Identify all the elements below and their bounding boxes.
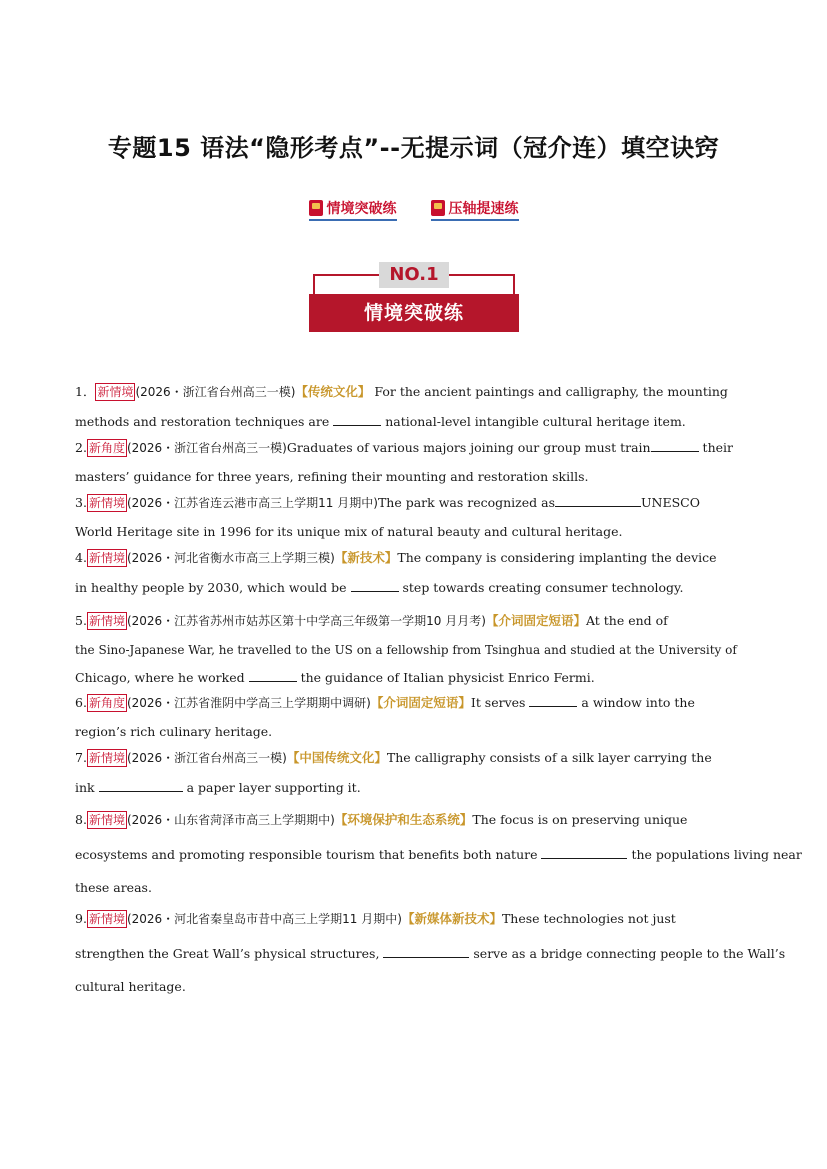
question-text: the guidance of Italian physicist Enrico Fermi.	[296, 670, 595, 685]
nav-link-final-practice[interactable]	[431, 198, 519, 221]
question-tag: 新情境	[88, 614, 125, 628]
question-source: (2026・江苏省淮阴中学高三上学期期中调研)	[126, 696, 371, 710]
answer-blank[interactable]	[249, 669, 297, 682]
question-tag: 新情境	[88, 751, 125, 765]
question-text: ecosystems and promoting responsible tourism that benefits both nature	[75, 847, 542, 862]
question-text: Chicago, where he worked	[75, 670, 249, 685]
answer-blank[interactable]	[333, 413, 381, 426]
question-item	[75, 910, 786, 995]
question-text: the populations living near	[627, 847, 802, 862]
topic-tag: 【新技术】	[334, 550, 398, 565]
question-text: It serves	[470, 695, 530, 710]
question-number: 1．	[75, 384, 96, 399]
question-source: (2026・河北省衡水市高三上学期三模)	[126, 551, 335, 565]
answer-blank[interactable]	[383, 945, 469, 958]
question-tag: 新情境	[88, 496, 125, 510]
question-text: the Sino-Japanese War, he travelled to the US on a fellowship from Tsinghua and studied at the University of	[75, 643, 737, 657]
question-text: in healthy people by 2030, which would be	[75, 580, 351, 595]
question-tag: 新角度	[88, 441, 125, 455]
question-text: For the ancient paintings and calligraphy, the mounting	[370, 384, 728, 399]
answer-blank[interactable]	[99, 779, 183, 792]
question-text: The calligraphy consists of a silk layer carrying the	[386, 750, 712, 765]
question-item	[75, 811, 802, 896]
nav-link-scenario-practice[interactable]	[309, 198, 397, 221]
question-text: ink	[75, 780, 99, 795]
question-number: 7.	[75, 750, 87, 765]
question-tag: 新情境	[88, 813, 125, 827]
question-text: The company is considering implanting the device	[397, 550, 717, 565]
question-number: 9.	[75, 911, 87, 926]
flag-icon	[431, 200, 445, 216]
question-tag: 新情境	[88, 912, 125, 926]
question-number: 4.	[75, 550, 87, 565]
question-number: 2.	[75, 440, 87, 455]
question-number: 5.	[75, 613, 87, 628]
section-nav	[0, 198, 827, 221]
question-number: 6.	[75, 695, 87, 710]
question-source: (2026・山东省菏泽市高三上学期期中)	[126, 813, 335, 827]
question-text: strengthen the Great Wall’s physical structures,	[75, 946, 384, 961]
question-item	[75, 549, 752, 596]
question-text: masters’ guidance for three years, refining their mounting and restoration skills.	[75, 469, 589, 484]
question-number: 8.	[75, 812, 87, 827]
question-tag: 新情境	[97, 385, 134, 399]
topic-tag: 【中国传统文化】	[286, 750, 387, 765]
question-source: (2026・浙江省台州高三一模)	[135, 385, 296, 399]
question-text: The focus is on preserving unique	[472, 812, 688, 827]
question-number: 3.	[75, 495, 87, 510]
flag-icon	[309, 200, 323, 216]
question-text: step towards creating consumer technology.	[398, 580, 684, 595]
question-source: (2026・河北省秦皇岛市昔中高三上学期11 月期中)	[126, 912, 402, 926]
question-text: World Heritage site in 1996 for its unique mix of natural beauty and cultural heritage.	[75, 524, 623, 539]
topic-tag: 【传统文化】	[295, 384, 371, 399]
question-text: a paper layer supporting it.	[182, 780, 361, 795]
question-text: methods and restoration techniques are	[75, 414, 334, 429]
answer-blank[interactable]	[351, 579, 399, 592]
nav-link-label: 压轴提速练	[448, 201, 519, 217]
question-item	[75, 383, 752, 430]
question-text: UNESCO	[641, 495, 700, 510]
topic-tag: 【介词固定短语】	[485, 613, 586, 628]
question-tag: 新情境	[88, 551, 125, 565]
question-text: cultural heritage.	[75, 979, 186, 994]
question-item	[75, 494, 752, 540]
question-item	[75, 694, 752, 740]
question-text: region’s rich culinary heritage.	[75, 724, 273, 739]
section-label: 情境突破练	[309, 294, 519, 332]
nav-link-label: 情境突破练	[326, 201, 397, 217]
question-text: The park was recognized as	[377, 495, 556, 510]
question-source: (2026・江苏省连云港市高三上学期11 月期中)	[126, 496, 378, 510]
section-number: NO.1	[379, 262, 449, 288]
answer-blank[interactable]	[541, 846, 627, 859]
question-text: their	[698, 440, 733, 455]
question-tag: 新角度	[88, 696, 125, 710]
topic-tag: 【介词固定短语】	[370, 695, 471, 710]
topic-tag: 【环境保护和生态系统】	[334, 812, 473, 827]
answer-blank[interactable]	[529, 694, 577, 707]
question-text: serve as a bridge connecting people to the Wall’s	[469, 946, 786, 961]
answer-blank[interactable]	[651, 439, 699, 452]
question-source: (2026・江苏省苏州市姑苏区第十中学高三年级第一学期10 月月考)	[126, 614, 486, 628]
section-banner	[305, 262, 523, 332]
question-text: a window into the	[577, 695, 695, 710]
question-item	[75, 749, 752, 796]
question-item	[75, 612, 752, 686]
answer-blank[interactable]	[555, 494, 641, 507]
question-text: these areas.	[75, 880, 152, 895]
question-text: Graduates of various majors joining our group must train	[286, 440, 651, 455]
question-source: (2026・浙江省台州高三一模)	[126, 441, 287, 455]
topic-tag: 【新媒体新技术】	[401, 911, 502, 926]
question-text: At the end of	[585, 613, 668, 628]
question-text: These technologies not just	[501, 911, 676, 926]
question-item	[75, 439, 752, 485]
page-title: 专题15 语法“隐形考点”--无提示词（冠介连）填空诀窍	[107, 134, 720, 162]
question-text: national-level intangible cultural heritage item.	[381, 414, 686, 429]
question-source: (2026・浙江省台州高三一模)	[126, 751, 287, 765]
